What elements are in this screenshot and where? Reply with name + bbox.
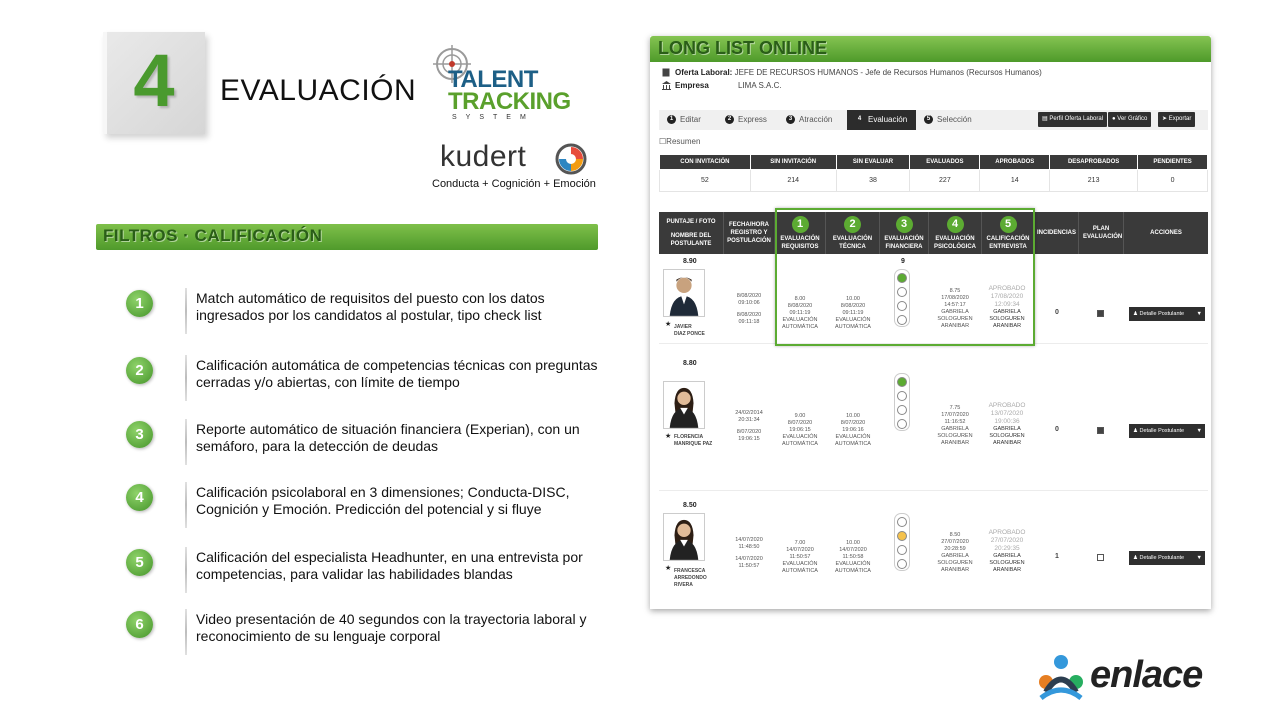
row-score: 8.50 bbox=[683, 502, 697, 509]
traffic-light-lamp bbox=[897, 531, 907, 541]
user-icon: ♟ bbox=[1133, 555, 1138, 561]
row-entrevista: APROBADO 13/07/2020 19:00:36 GABRIELA SOLOGUREN ARANIBAR bbox=[988, 402, 1026, 446]
row-incidencias: 0 bbox=[1055, 426, 1059, 433]
row-fecha: 8/08/2020 09:10:06 8/08/2020 09:11:18 bbox=[736, 293, 762, 325]
summary-value: 227 bbox=[910, 170, 980, 192]
row-eval-psicologica: 7.75 17/07/2020 11:16:52 GABRIELA SOLOGUREN ARANIBAR bbox=[937, 405, 973, 446]
col-puntaje: PUNTAJE / FOTO NOMBRE DEL POSTULANTE bbox=[659, 212, 724, 254]
candidate-photo bbox=[663, 381, 705, 429]
section-title: FILTROS · CALIFICACIÓN bbox=[103, 226, 323, 245]
summary-value: 14 bbox=[980, 170, 1050, 192]
row-eval-requisitos: 9.00 8/07/2020 19:06:15 EVALUACIÓN AUTOMÁTICA bbox=[782, 413, 818, 447]
feature-number-6: 6 bbox=[126, 611, 153, 638]
summary-value: 213 bbox=[1050, 170, 1138, 192]
traffic-light bbox=[894, 513, 910, 571]
traffic-light-lamp bbox=[897, 517, 907, 527]
col-eval-2: 2 EVALUACIÓN TÉCNICA bbox=[826, 212, 880, 254]
traffic-light-lamp bbox=[897, 377, 907, 387]
document-icon bbox=[662, 68, 670, 77]
summary-header: SIN EVALUAR bbox=[836, 155, 910, 170]
step-title: EVALUACIÓN bbox=[220, 74, 417, 107]
traffic-light-lamp bbox=[897, 559, 907, 569]
feature-number-2: 2 bbox=[126, 357, 153, 384]
summary-value: 38 bbox=[836, 170, 910, 192]
feature-number-3: 3 bbox=[126, 421, 153, 448]
feature-text-1: Match automático de requisitos del puesto con los datos ingresados por los candidatos al postular, tipo check list bbox=[196, 290, 545, 323]
oferta-label: Oferta Laboral: bbox=[675, 68, 733, 77]
feature-number-5: 5 bbox=[126, 549, 153, 576]
bank-icon bbox=[662, 81, 671, 90]
row-fecha: 14/07/2020 11:48:50 14/07/2020 11:50:57 bbox=[735, 537, 763, 569]
row-eval-tecnica: 10.00 8/08/2020 09:11:19 EVALUACIÓN AUTOMÁTICA bbox=[835, 296, 871, 330]
row-fecha: 24/02/2014 20:31:34 8/07/2020 19:06:15 bbox=[735, 410, 763, 442]
row-entrevista: APROBADO 17/08/2020 12:09:34 GABRIELA SOLOGUREN ARANIBAR bbox=[988, 285, 1026, 329]
summary-value: 214 bbox=[750, 170, 836, 192]
tab-3[interactable]: 3 Atracción bbox=[778, 110, 847, 130]
row-eval-requisitos: 7.00 14/07/2020 11:50:57 EVALUACIÓN AUTOMÁTICA bbox=[782, 540, 818, 574]
feature-divider bbox=[185, 609, 187, 655]
ver-grafico-button[interactable]: ● Ver Gráfico bbox=[1108, 112, 1151, 127]
row-eval-requisitos: 8.00 8/08/2020 09:11:19 EVALUACIÓN AUTOMÁTICA bbox=[782, 296, 818, 330]
candidate-name[interactable]: JAVIER DIAZ PONCE bbox=[674, 324, 705, 337]
feature-divider bbox=[185, 355, 187, 401]
kudert-logo-text: kudert bbox=[440, 140, 527, 173]
feature-divider bbox=[185, 482, 187, 528]
summary-header: EVALUADOS bbox=[910, 155, 980, 170]
highlight-box bbox=[775, 208, 1035, 346]
row-eval-psicologica: 8.75 17/08/2020 14:57:17 GABRIELA SOLOGUREN ARANIBAR bbox=[937, 288, 973, 329]
feature-text-2: Calificación automática de competencias técnicas con preguntas cerradas y/o abiertas, con límite de tiempo bbox=[196, 357, 598, 390]
candidate-photo bbox=[663, 269, 705, 317]
detalle-postulante-button[interactable]: ♟ Detalle Postulante ▼ bbox=[1129, 551, 1205, 565]
detalle-postulante-button[interactable]: ♟ Detalle Postulante ▼ bbox=[1129, 424, 1205, 438]
feature-number-4: 4 bbox=[126, 484, 153, 511]
chevron-down-icon: ▼ bbox=[1196, 555, 1202, 561]
row-incidencias: 0 bbox=[1055, 309, 1059, 316]
feature-text-4: Calificación psicolaboral en 3 dimensiones; Conducta-DISC, Cognición y Emoción. Predicción del potencial y si fluye bbox=[196, 484, 570, 517]
summary-header: PENDIENTES bbox=[1138, 155, 1208, 170]
feature-divider bbox=[185, 419, 187, 465]
summary-header: SIN INVITACIÓN bbox=[750, 155, 836, 170]
logo-talent-text: TALENT bbox=[448, 66, 538, 93]
plan-checkbox[interactable] bbox=[1097, 427, 1104, 434]
row-incidencias: 1 bbox=[1055, 553, 1059, 560]
row-divider bbox=[659, 490, 1208, 491]
star-icon[interactable]: ★ bbox=[665, 565, 672, 572]
summary-header: CON INVITACIÓN bbox=[660, 155, 751, 170]
col-eval-3: 3 EVALUACIÓN FINANCIERA bbox=[880, 212, 929, 254]
col-incidencias: INCIDENCIAS bbox=[1035, 212, 1079, 254]
feature-text-6: Video presentación de 40 segundos con la trayectoria laboral y reconocimiento de su lenguaje corporal bbox=[196, 611, 587, 644]
summary-value: 0 bbox=[1138, 170, 1208, 192]
user-icon: ♟ bbox=[1133, 311, 1138, 317]
feature-divider bbox=[185, 547, 187, 593]
enlace-logo-icon bbox=[1036, 652, 1086, 702]
chevron-down-icon: ▼ bbox=[1196, 311, 1202, 317]
oferta-line bbox=[675, 68, 1042, 77]
row-financiera-value: 9 bbox=[901, 258, 905, 265]
candidate-photo bbox=[663, 513, 705, 561]
traffic-light-lamp bbox=[897, 405, 907, 415]
summary-header: DESAPROBADOS bbox=[1050, 155, 1138, 170]
col-eval-4: 4 EVALUACIÓN PSICOLÓGICA bbox=[929, 212, 982, 254]
row-score: 8.80 bbox=[683, 360, 697, 367]
empresa-label: Empresa bbox=[675, 81, 709, 90]
user-icon: ♟ bbox=[1133, 428, 1138, 434]
enlace-logo-text: enlace bbox=[1090, 654, 1203, 696]
col-eval-1: 1 EVALUACIÓN REQUISITOS bbox=[775, 212, 826, 254]
plan-checkbox[interactable] bbox=[1097, 310, 1104, 317]
traffic-light-lamp bbox=[897, 391, 907, 401]
traffic-light bbox=[894, 373, 910, 431]
row-eval-tecnica: 10.00 8/07/2020 19:06:16 EVALUACIÓN AUTOMÁTICA bbox=[835, 413, 871, 447]
col-acciones: ACCIONES bbox=[1150, 230, 1182, 236]
row-score: 8.90 bbox=[683, 258, 697, 265]
oferta-value: JEFE DE RECURSOS HUMANOS - Jefe de Recursos Humanos (Recursos Humanos) bbox=[734, 68, 1042, 77]
logo-tracking-text: TRACKING bbox=[448, 88, 571, 115]
star-icon[interactable]: ★ bbox=[665, 433, 672, 440]
summary-value: 52 bbox=[660, 170, 751, 192]
feature-text-3: Reporte automático de situación financiera (Experian), con un semáforo, para la detección de deudas bbox=[196, 421, 580, 454]
traffic-light-lamp bbox=[897, 419, 907, 429]
empresa-value: LIMA S.A.C. bbox=[738, 81, 782, 90]
logo-system-text: SYSTEM bbox=[452, 114, 535, 121]
col-fecha: FECHA/HORA REGISTRO Y POSTULACIÓN bbox=[724, 212, 775, 254]
star-icon[interactable]: ★ bbox=[665, 321, 672, 328]
traffic-light-lamp bbox=[897, 545, 907, 555]
tab-2[interactable]: 2 Express bbox=[717, 110, 778, 130]
perfil-oferta-button[interactable]: ▤ Perfil Oferta Laboral bbox=[1038, 112, 1107, 127]
step-number: 4 bbox=[133, 39, 175, 122]
exportar-button[interactable]: ➤ Exportar bbox=[1158, 112, 1195, 127]
kudert-tagline: Conducta + Cognición + Emoción bbox=[432, 178, 596, 190]
kudert-logo-icon bbox=[555, 143, 587, 175]
tab-1[interactable]: 1 Editar bbox=[659, 110, 717, 130]
feature-text-5: Calificación del especialista Headhunter, en una entrevista por competencias, para validar las habilidades blandas bbox=[196, 549, 583, 582]
resumen-label: ☐Resumen bbox=[659, 137, 701, 146]
detalle-postulante-button[interactable]: ♟ Detalle Postulante ▼ bbox=[1129, 307, 1205, 321]
col-plan: PLAN EVALUACIÓN bbox=[1079, 212, 1124, 254]
summary-table bbox=[659, 154, 1208, 192]
candidate-name[interactable]: FLORENCIA MANRIQUE PAZ bbox=[674, 434, 713, 447]
row-eval-psicologica: 8.50 27/07/2020 20:28:59 GABRIELA SOLOGUREN ARANIBAR bbox=[937, 532, 973, 573]
tab-5[interactable]: 5 Selección bbox=[916, 110, 981, 130]
chevron-down-icon: ▼ bbox=[1196, 428, 1202, 434]
plan-checkbox[interactable] bbox=[1097, 554, 1104, 561]
col-eval-5: 5 CALIFICACIÓN ENTREVISTA bbox=[982, 212, 1035, 254]
feature-number-1: 1 bbox=[126, 290, 153, 317]
tab-4[interactable]: 4 Evaluación bbox=[847, 110, 916, 130]
candidate-name[interactable]: FRANCESCA ARREDONDO RIVERA bbox=[674, 568, 707, 588]
panel-title: LONG LIST ONLINE bbox=[658, 38, 827, 58]
row-eval-tecnica: 10.00 14/07/2020 11:50:58 EVALUACIÓN AUTOMÁTICA bbox=[835, 540, 871, 574]
row-entrevista: APROBADO 27/07/2020 20:29:35 GABRIELA SOLOGUREN ARANIBAR bbox=[988, 529, 1026, 573]
feature-divider bbox=[185, 288, 187, 334]
summary-header: APROBADOS bbox=[980, 155, 1050, 170]
